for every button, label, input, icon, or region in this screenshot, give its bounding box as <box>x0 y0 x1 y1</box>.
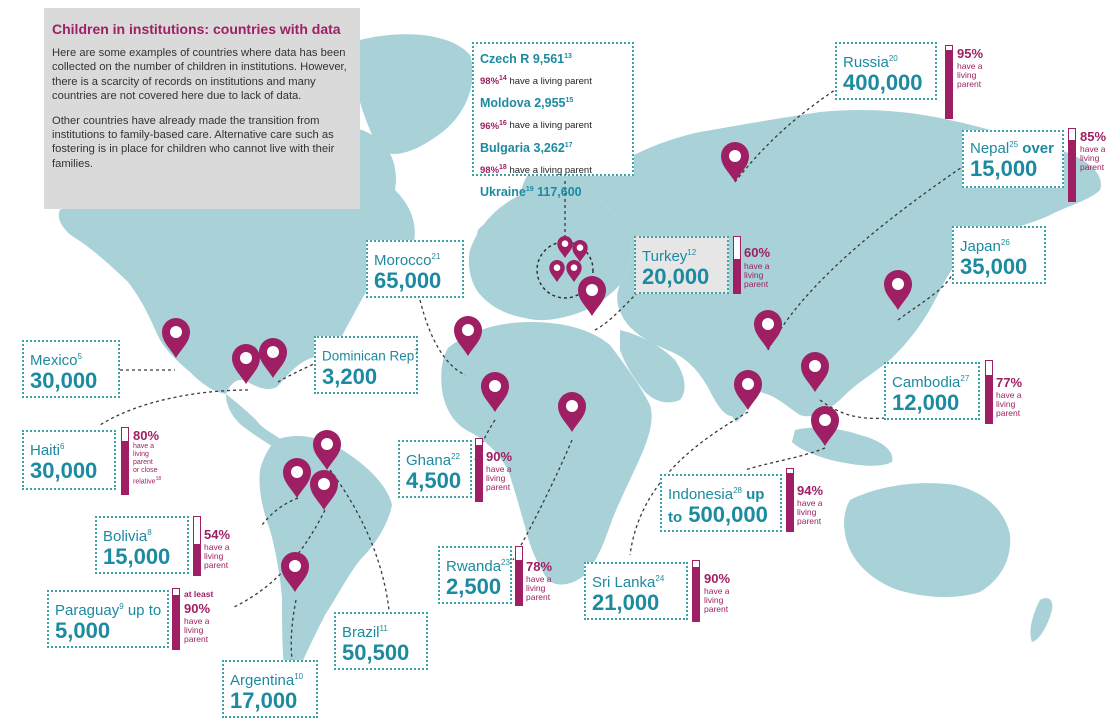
dominican-value: 3,200 <box>322 363 378 389</box>
turkey-name: Turkey <box>642 248 688 265</box>
srilanka-parent-bar <box>692 560 700 622</box>
brazil-value: 50,500 <box>342 640 410 665</box>
paraguay-pct-caption: have a living parent <box>184 616 210 644</box>
intro-paragraph-1: Here are some examples of countries where data has been collected on the number of children in institutions. However, there is a scarcity of records on institutions and many countries are not covered here due to lack of data. <box>52 47 347 102</box>
bolivia-parent-bar <box>193 516 201 576</box>
rwanda-pct-caption: have a living parent <box>526 574 552 602</box>
paraguay-parent-bar <box>172 588 180 650</box>
intro-paragraph-2: Other countries have already made the transition from institutions to family-based care. Alternative care such as fostering is in place for children who cannot live with their families. <box>52 115 335 170</box>
bulgaria-parent-line: 98%$^{18}$ have a living parent <box>480 163 592 176</box>
paraguay-name: Paraguay <box>55 602 120 619</box>
ghana-value: 4,500 <box>406 468 462 493</box>
czech-parent-line: 98%$^{14}$ have a living parent <box>480 75 592 88</box>
ghana-pct-caption: have a living parent <box>486 464 512 492</box>
rwanda-pct: 78% <box>526 559 553 574</box>
australia-landmass <box>844 483 1010 597</box>
argentina-value: 17,000 <box>230 688 298 713</box>
russia-value: 400,000 <box>843 70 923 95</box>
paraguay-pct-prefix: at least <box>184 589 214 599</box>
nepal-parent-bar <box>1068 128 1076 202</box>
nepal-pct-caption: have a living parent <box>1080 144 1106 172</box>
srilanka-name: Sri Lanka <box>592 574 656 591</box>
nepal-name: Nepal <box>970 140 1010 157</box>
turkey-pct-caption: have a living parent <box>744 261 770 289</box>
srilanka-pct: 90% <box>704 571 731 586</box>
haiti-parent-bar <box>121 427 129 495</box>
nepal-pct: 85% <box>1080 129 1107 144</box>
rwanda-box: Rwanda$^{23}$ 2,500 <box>438 546 512 604</box>
russia-parent-bar <box>945 45 953 119</box>
cambodia-name: Cambodia <box>892 374 961 391</box>
moldova-line: Moldova 2,955$^{15}$ <box>480 96 574 111</box>
indonesia-pct: 94% <box>797 483 824 498</box>
japan-box: Japan$^{26}$ 35,000 <box>952 226 1046 284</box>
brazil-box: Brazil$^{11}$ 50,500 <box>334 612 428 670</box>
indonesia-value: 500,000 <box>688 502 768 527</box>
bolivia-name: Bolivia <box>103 528 148 545</box>
bolivia-pct: 54% <box>204 527 231 542</box>
nepal-box: Nepal$^{25}$ over 15,000 <box>962 130 1064 188</box>
mexico-value: 30,000 <box>30 368 98 393</box>
argentina-box: Argentina$^{10}$ 17,000 <box>222 660 318 718</box>
intro-panel <box>44 8 360 209</box>
haiti-pct: 80% <box>133 428 160 443</box>
japan-value: 35,000 <box>960 254 1028 279</box>
cambodia-box: Cambodia$^{27}$ 12,000 <box>884 362 980 420</box>
ukraine-line: Ukraine$^{19}$ 117,600 <box>480 185 582 200</box>
southeast-asia-islands-landmass <box>792 428 892 466</box>
turkey-pct: 60% <box>744 245 771 260</box>
ghana-name: Ghana <box>406 452 452 469</box>
dominican-box: Dominican Rep$^7$ 3,200 <box>314 336 418 394</box>
cambodia-pct: 77% <box>996 375 1023 390</box>
indonesia-pct-caption: have a living parent <box>797 498 823 526</box>
russia-name: Russia <box>843 54 889 71</box>
cambodia-pct-caption: have a living parent <box>996 390 1022 418</box>
leader-haiti <box>100 390 248 425</box>
argentina-name: Argentina <box>230 672 295 689</box>
japan-name: Japan <box>960 238 1001 255</box>
rwanda-name: Rwanda <box>446 558 502 575</box>
indonesia-prefix: up <box>746 486 765 503</box>
haiti-pct-caption: have a living parent or close relative$^{18}$ <box>133 443 162 486</box>
europe-box <box>472 42 634 200</box>
morocco-box: Morocco$^{21}$ 65,000 <box>366 240 464 298</box>
dominican-name: Dominican Rep <box>322 348 415 364</box>
turkey-parent-bar <box>733 236 741 294</box>
ghana-parent-bar <box>475 438 483 502</box>
intro-title: Children in institutions: countries with data <box>52 21 341 37</box>
srilanka-box: Sri Lanka$^{24}$ 21,000 <box>584 562 688 620</box>
cambodia-value: 12,000 <box>892 390 960 415</box>
mexico-name: Mexico <box>30 352 78 369</box>
morocco-value: 65,000 <box>374 268 442 293</box>
srilanka-value: 21,000 <box>592 590 660 615</box>
cambodia-parent-bar <box>985 360 993 424</box>
nepal-value: 15,000 <box>970 156 1038 181</box>
mexico-box: Mexico$^5$ 30,000 <box>22 340 120 398</box>
indonesia-parent-bar <box>786 468 794 532</box>
rwanda-value: 2,500 <box>446 574 502 599</box>
paraguay-value: 5,000 <box>55 618 111 643</box>
ghana-box: Ghana$^{22}$ 4,500 <box>398 440 472 498</box>
russia-box: Russia$^{20}$ 400,000 <box>835 42 937 100</box>
indonesia-box: Indonesia$^{28}$ up to 500,000 <box>660 474 782 532</box>
paraguay-prefix: up to <box>127 602 162 619</box>
bolivia-pct-caption: have a living parent <box>204 542 230 570</box>
paraguay-pct: 90% <box>184 601 211 616</box>
rwanda-parent-bar <box>515 546 523 606</box>
ghana-pct: 90% <box>486 449 513 464</box>
central-america-landmass <box>226 394 282 446</box>
brazil-name: Brazil <box>342 624 380 641</box>
russia-pct-caption: have a living parent <box>957 61 983 89</box>
haiti-value: 30,000 <box>30 458 98 483</box>
bulgaria-line: Bulgaria 3,262$^{17}$ <box>480 140 573 155</box>
nepal-prefix: over <box>1022 140 1054 157</box>
paraguay-box: Paraguay$^9$ up to 5,000 <box>47 590 169 648</box>
turkey-box: Turkey$^{12}$ 20,000 <box>634 236 729 294</box>
new-zealand-landmass <box>1030 598 1052 642</box>
morocco-name: Morocco <box>374 252 432 269</box>
moldova-parent-line: 96%$^{16}$ have a living parent <box>480 119 592 132</box>
bolivia-box: Bolivia$^8$ 15,000 <box>95 516 189 574</box>
haiti-name: Haiti <box>30 442 61 459</box>
russia-pct: 95% <box>957 46 984 61</box>
haiti-box: Haiti$^6$ 30,000 <box>22 430 116 490</box>
czech-line: Czech R 9,561$^{13}$ <box>480 52 572 67</box>
turkey-value: 20,000 <box>642 264 710 289</box>
indonesia-value-prefix: to <box>668 509 683 526</box>
indonesia-name: Indonesia <box>668 486 734 503</box>
srilanka-pct-caption: have a living parent <box>704 586 730 614</box>
bolivia-value: 15,000 <box>103 544 171 569</box>
